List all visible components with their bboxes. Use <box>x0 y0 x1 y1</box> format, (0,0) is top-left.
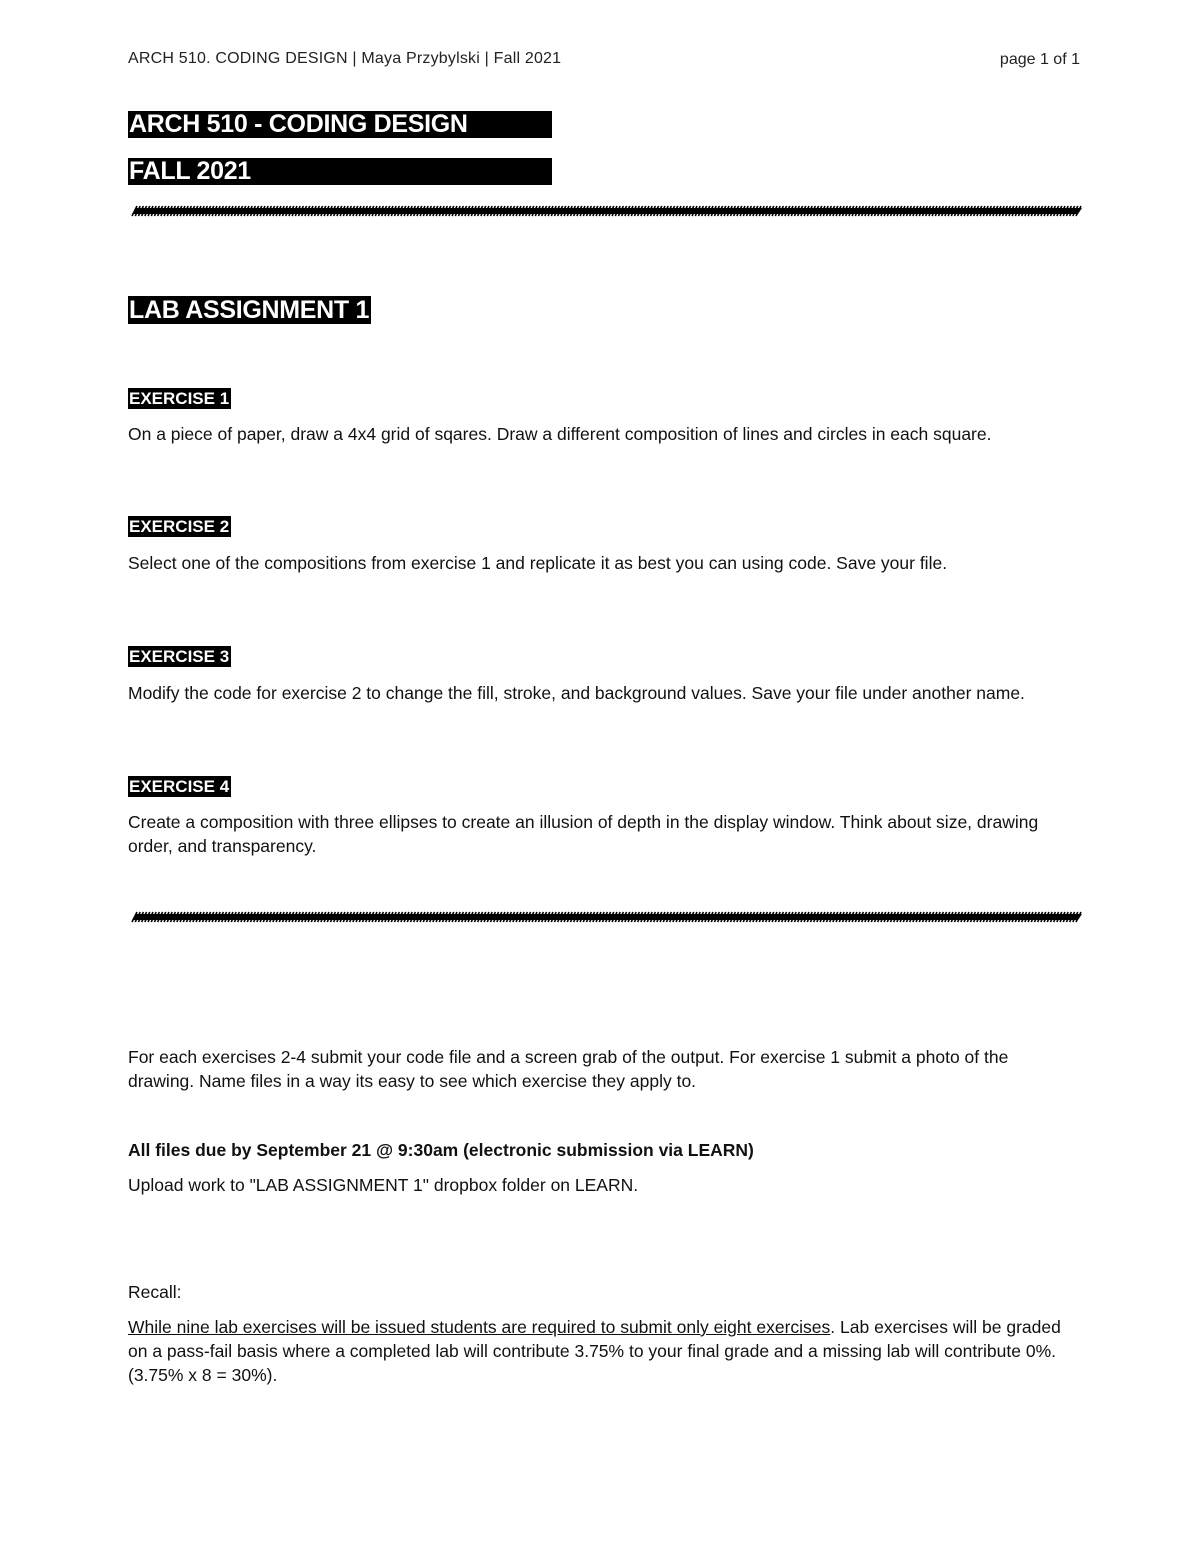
lab-title: LAB ASSIGNMENT 1 <box>129 296 370 324</box>
recall-rest-text: . Lab exercises will be graded on a pass-fail basis where a completed lab will contribute 3.75% to your final grade and a missing lab will contribute 0%. (3.75% x 8 = 30%). <box>128 1317 1061 1385</box>
exercise-2-label: EXERCISE 2 <box>129 517 230 536</box>
zigzag-divider-top <box>128 204 1082 218</box>
exercise-3-text: Modify the code for exercise 2 to change the fill, stroke, and background values. Save your file under another name. <box>128 683 1025 703</box>
page-number: page 1 of 1 <box>999 51 1080 68</box>
recall-paragraph <box>128 1315 1078 1387</box>
zigzag-divider-bottom <box>128 910 1082 924</box>
running-header: ARCH 510. CODING DESIGN | Maya Przybylski | Fall 2021 <box>128 50 562 67</box>
term-title: FALL 2021 <box>128 158 552 185</box>
exercise-1-label: EXERCISE 1 <box>129 389 230 408</box>
due-date: All files due by September 21 @ 9:30am (electronic submission via LEARN) <box>128 1140 754 1160</box>
exercise-4-label: EXERCISE 4 <box>129 777 230 796</box>
recall-heading: Recall: <box>128 1282 182 1302</box>
course-title: ARCH 510 - CODING DESIGN <box>128 111 552 138</box>
exercise-1-text: On a piece of paper, draw a 4x4 grid of sqares. Draw a different composition of lines and circles in each square. <box>128 424 992 444</box>
exercise-3-label: EXERCISE 3 <box>129 647 230 666</box>
exercise-4-text: Create a composition with three ellipses to create an illusion of depth in the display window. Think about size, drawing order, and transparency. <box>128 812 1039 856</box>
exercise-2-text: Select one of the compositions from exercise 1 and replicate it as best you can using code. Save your file. <box>128 553 948 573</box>
submission-instructions: For each exercises 2-4 submit your code file and a screen grab of the output. For exercise 1 submit a photo of the drawing. Name files in a way its easy to see which exercise they apply to. <box>128 1047 1009 1091</box>
recall-underlined-text: While nine lab exercises will be issued students are required to submit only eight exercises <box>128 1317 831 1337</box>
upload-instructions: Upload work to "LAB ASSIGNMENT 1" dropbox folder on LEARN. <box>128 1175 639 1195</box>
